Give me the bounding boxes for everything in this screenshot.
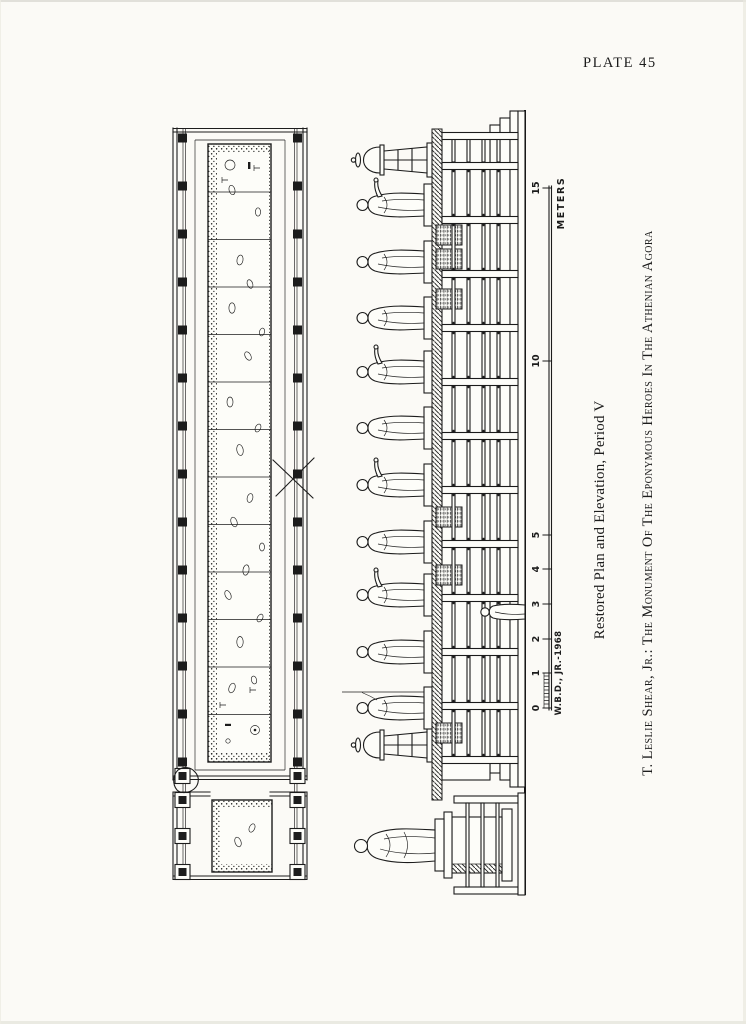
- scale-tick-label: 10: [531, 354, 542, 368]
- restored-plan-drawing: [170, 128, 310, 880]
- scale-tick-label: 1: [531, 669, 542, 677]
- plate-number: PLATE 45: [583, 55, 657, 71]
- statue: [357, 345, 432, 393]
- statue: [357, 241, 432, 283]
- scale-tick-label: 15: [531, 181, 542, 195]
- restored-elevation-drawing: [340, 110, 535, 895]
- statue: [357, 178, 432, 226]
- plan-separate-base: [175, 793, 305, 880]
- scale-hatch-segment: [544, 673, 549, 708]
- scan-edge-left: [0, 0, 1, 1024]
- attribution-line: T. Leslie Shear, Jr.: The Monument Of The Eponymous Heroes In The Athenian Agora: [640, 230, 656, 776]
- tripod-left: [351, 728, 432, 762]
- statue: [357, 568, 432, 616]
- scale-tick-label: 5: [531, 531, 542, 539]
- scale-tick-label: 0: [531, 704, 542, 712]
- delineator-signature: W.B.D., JR.-1968: [554, 630, 564, 716]
- colossal-statue: [355, 819, 445, 871]
- statue: [357, 521, 432, 563]
- statue: [342, 687, 432, 729]
- scale-unit-label: METERS: [556, 176, 567, 230]
- scale-bar-line: [543, 186, 552, 710]
- statue: [357, 458, 432, 506]
- figure-caption: Restored Plan and Elevation, Period V: [592, 400, 608, 640]
- scale-tick-label: 2: [531, 635, 542, 643]
- statue: [357, 631, 432, 673]
- scale-tick-label: 4: [531, 565, 542, 573]
- tripod-right: [351, 143, 432, 177]
- plan-pedestal: [208, 144, 271, 762]
- statue-row: [342, 143, 432, 762]
- crepidoma-steps: [490, 111, 518, 787]
- statue: [357, 407, 432, 449]
- statue: [357, 297, 432, 339]
- scale-bar: [516, 170, 568, 780]
- colossal-statue-group: [355, 793, 526, 895]
- plan-break-mark: [273, 458, 314, 498]
- scale-tick-label: 3: [531, 600, 542, 608]
- scan-edge-top: [0, 0, 746, 2]
